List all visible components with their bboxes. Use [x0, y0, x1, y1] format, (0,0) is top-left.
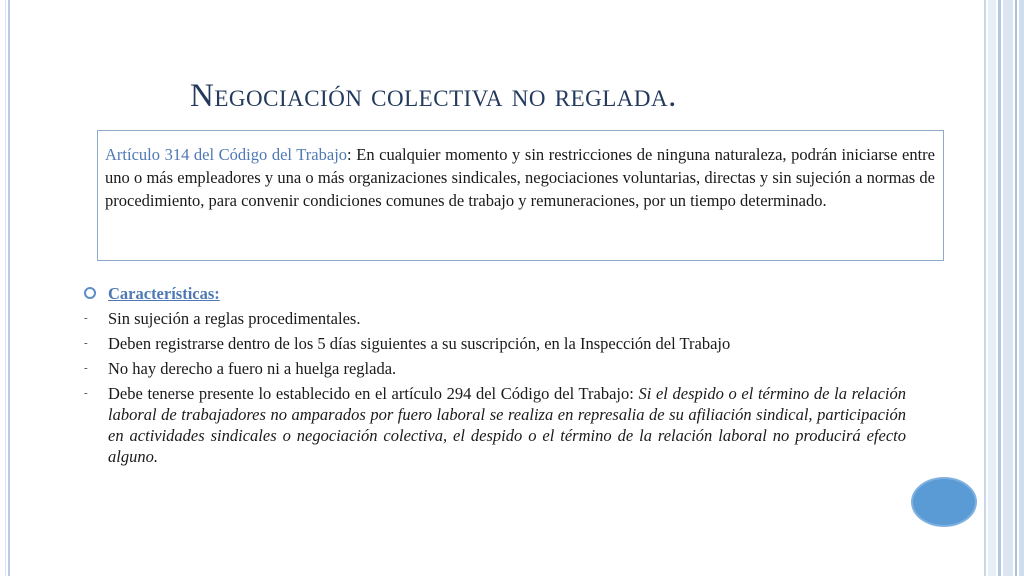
characteristics-heading-item — [84, 283, 906, 304]
list-item-text: Sin sujeción a reglas procedimentales. — [108, 309, 361, 328]
dash-bullet-icon: - — [84, 312, 88, 324]
circle-bullet-icon — [84, 287, 96, 299]
list-item — [84, 383, 906, 467]
list-item-italic-quote: Si el despido o el término de la relación laboral de trabajadores no amparados por fuero laboral se realiza en represalia de su afiliación sindical, participación en actividades sindicales o negociación colectiva, el despido o el término de la relación laboral no producirá efecto alguno. — [108, 384, 906, 466]
list-item-text: No hay derecho a fuero ni a huelga reglada. — [108, 359, 397, 378]
article-separator: : — [347, 145, 357, 164]
dash-bullet-icon: - — [84, 337, 88, 349]
characteristics-list — [84, 283, 906, 471]
article-body: En cualquier momento y sin restricciones de ninguna naturaleza, podrán iniciarse entre uno o más empleadores y una o más organizaciones sindicales, negociaciones voluntarias, directas y sin sujeción a normas de procedimiento, para convenir condiciones comunes de trabajo y remuneraciones, por un tiempo determinado. — [105, 145, 935, 210]
dash-bullet-icon: - — [84, 362, 88, 374]
decorative-circle-icon — [913, 479, 975, 525]
slide-title: Negociación colectiva no reglada. — [190, 78, 677, 114]
left-border-decoration — [0, 0, 10, 576]
article-quote-box — [97, 130, 944, 261]
list-item-text: Deben registrarse dentro de los 5 días siguientes a su suscripción, en la Inspección del Trabajo — [108, 334, 731, 353]
dash-bullet-icon: - — [84, 387, 88, 399]
list-item — [84, 333, 906, 354]
list-item-text: Debe tenerse presente lo establecido en el artículo 294 del Código del Trabajo: — [108, 384, 639, 403]
list-item — [84, 308, 906, 329]
article-reference: Artículo 314 del Código del Trabajo — [105, 145, 348, 164]
characteristics-heading: Características: — [108, 284, 220, 303]
right-stripes-decoration — [984, 0, 1024, 576]
list-item — [84, 358, 906, 379]
